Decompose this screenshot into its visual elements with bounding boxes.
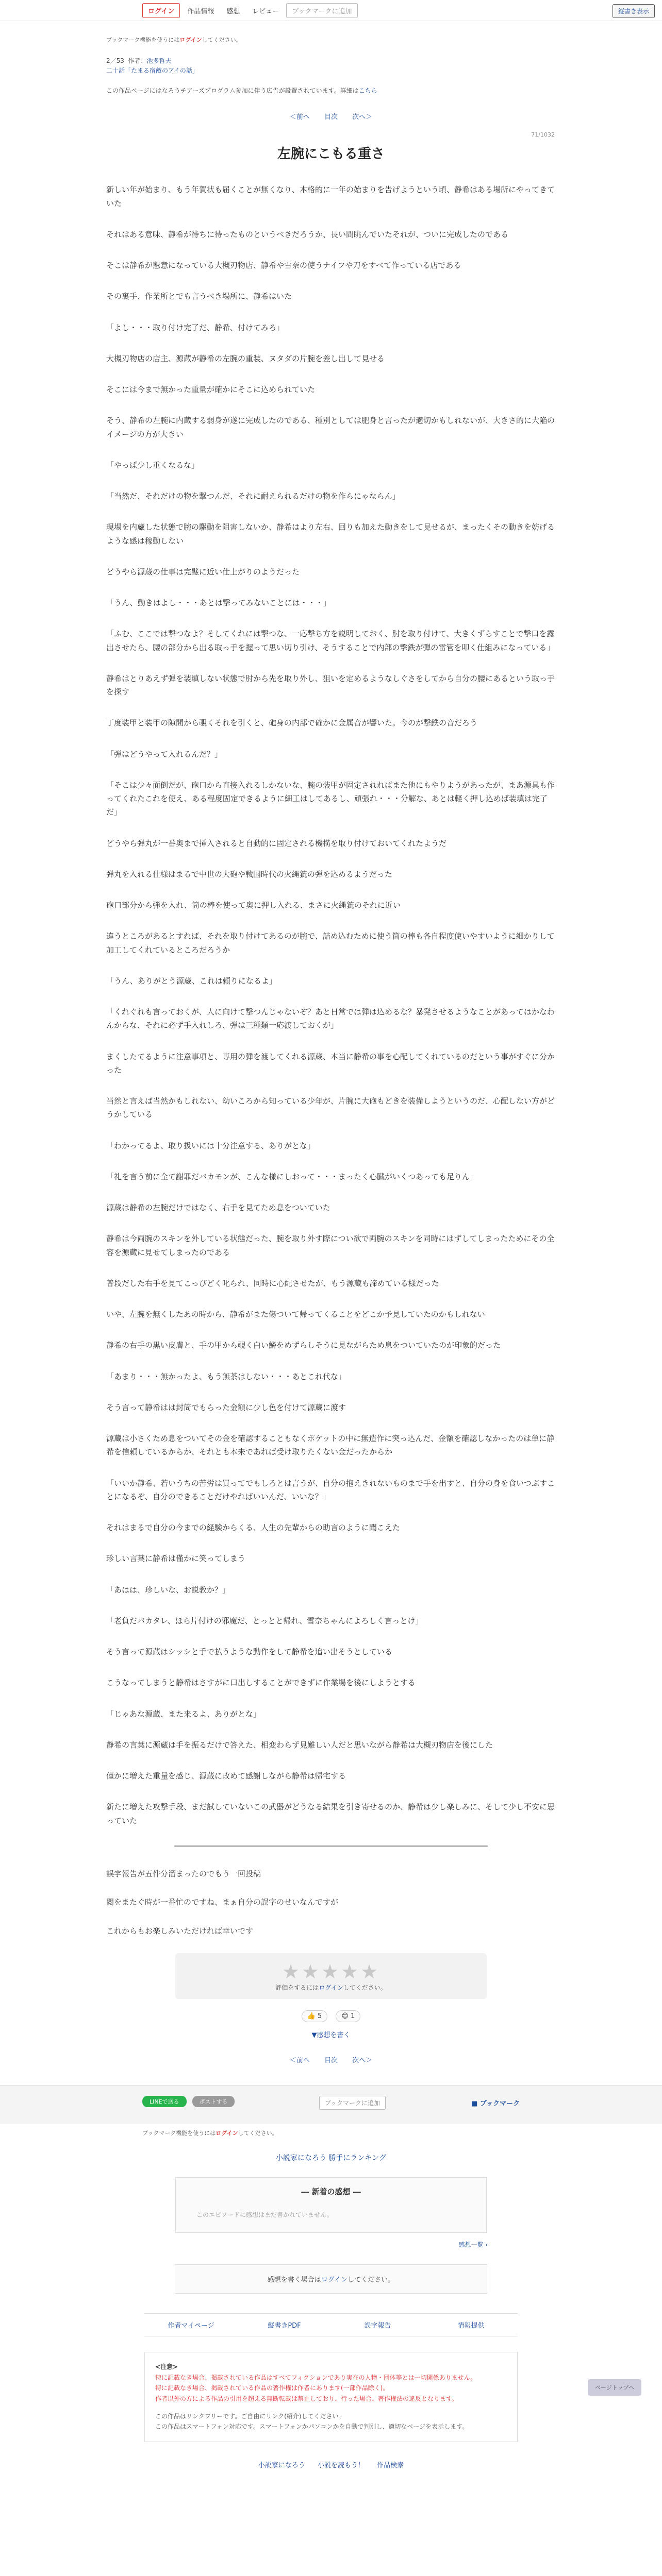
story-paragraph: そこは静希が懇意になっている大槻刃物店、静希や雪奈の使うナイフや刀をすべて作っている店である	[106, 261, 461, 270]
story-paragraph: どうやら弾丸が一番奥まで挿入されると自動的に固定される機構を取り付けておいてくれたようだ	[106, 838, 447, 848]
story-paragraph: 違うところがあるとすれば、それを取り付けてあるのが腕で、詰め込むために使う筒の棒も各自程度使いやすいように細かりして加工してくれているところだろうか	[106, 931, 555, 955]
afterword-paragraph: 誤字報告が五件分溜まったのでもう一回投稿	[106, 1869, 261, 1878]
story-paragraph: 「礼を言う前に全て謝罪だバカモンが、こんな様にしおって・・・まったく心臓がいくつあっても足りん」	[106, 1172, 477, 1181]
notice-login-link[interactable]: ログイン	[179, 37, 202, 43]
reaction-smile-button[interactable]: 😊 1	[336, 2010, 360, 2022]
story-paragraph: 「うん、動きはよし・・・あとは撃ってみないことには・・・」	[106, 598, 331, 608]
story-paragraph: その裏手、作業所とでも言うべき場所に、静希はいた	[106, 292, 292, 301]
bookmark-notice-bottom: ブックマーク機能を使うにはログインしてください。	[142, 2130, 278, 2137]
add-bookmark-button[interactable]: ブックマークに追加	[286, 3, 357, 18]
toc-link-bottom[interactable]: 目次	[324, 2057, 338, 2065]
story-paragraph: 「弾はどうやって入れるんだ？」	[106, 749, 223, 759]
chapter-title: 左腕にこもる重さ	[277, 146, 385, 162]
scroll-top-button[interactable]: ページトップへ	[588, 2379, 641, 2396]
afterword-paragraph: 閲をまたぐ時が一番忙のですね、まぁ自分の誤字のせいなんですが	[106, 1897, 339, 1907]
prev-link-bottom[interactable]: ＜前へ	[289, 2057, 310, 2065]
story-paragraph: 「うん、ありがとう源蔵、これは頼りになるよ」	[106, 976, 277, 986]
page-number: 71/1032	[531, 131, 555, 139]
notice-login-link-bottom[interactable]: ログイン	[216, 2130, 238, 2137]
toc-link[interactable]: 目次	[324, 113, 338, 122]
impressions-link[interactable]: 感想	[226, 7, 240, 15]
story-paragraph: そう、静希の左腕に内蔵する弱身が遂に完成したのである、種別としては肥身と言ったが適切かもしれないが、大きさ的に大陥のイメージの方が大きい	[106, 416, 555, 439]
pager-bottom	[0, 2055, 662, 2064]
story-paragraph: 静希はとりあえず弾を装填しない状態で肘から先を取り外し、狙いを定めるようなしぐさをしてから自分の腰にあるという取っ手を探す	[106, 673, 555, 697]
episode-meta: 2／53 作者：池多哲夫 二十話「たまる宿敵のアイの話」	[106, 56, 662, 76]
story-paragraph: 新たに増えた攻撃手段、まだ試していないこの武器がどうなる結果を引き寄せるのか、静希は少し楽しみに、そして少し不安に思っていた	[106, 1802, 555, 1825]
reactions	[0, 2010, 662, 2022]
story-paragraph: どうやら源蔵の仕事は完璧に近い仕上がりのようだった	[106, 567, 300, 577]
impression-login-link[interactable]: ログイン	[321, 2276, 348, 2284]
story-paragraph: 静希の右手の黒い皮膚と、手の甲から覗く白い鱗をめずらしそうに見ながらため息をついていたのが印象的だった	[106, 1341, 501, 1350]
story-paragraph: 「老負だバカタレ、ほら片付けの邪魔だ、とっとと帰れ、雪奈ちゃんによろしく言っとけ」	[106, 1616, 423, 1625]
impressions-heading: ― 新着の感想 ―	[301, 2187, 361, 2197]
story-paragraph: それはまるで自分の今までの経験からくる、人生の先輩からの助言のように聞こえた	[106, 1523, 400, 1533]
top-navbar	[0, 0, 662, 21]
story-paragraph: 弾丸を入れる仕様はまるで中世の大砲や戦国時代の火縄銃の弾を込めるようだった	[106, 869, 392, 879]
caution-box: <注意> 特に記載なき場合、掲載されている作品はすべてフィクションであり実在の人物・団体等とは一切関係ありません。 特に記載なき場合、掲載されている作品の著作権は作者にあります(一部作品除く)。 作者以外の方による作品の引用を超える無断転載は禁止しており、行った場合、著作権法の違反となります。 この作品はリンクフリーです。ご自由にリンク(紹介)してください。 この作品はスマートフォン対応です。スマートフォンかパソコンかを自動で判別し、適切なページを表示します。	[144, 2352, 518, 2442]
vertical-display-button[interactable]: 縦書き表示	[613, 4, 655, 18]
story-paragraph: 「あはは、珍しいな、お説教か？」	[106, 1585, 230, 1595]
vertical-pdf-link[interactable]: 縦書きPDF	[268, 2322, 301, 2330]
author-mypage-link[interactable]: 作者マイページ	[168, 2322, 214, 2330]
story-paragraph: 「そこは少々面倒だが、砲口から直接入れるしかないな、腕の装甲が固定されればまた他にもやりようがあったが、まあ源具も作ってくれたこれを使え、ある程度固定できるように細工はしてあるし、頑張れ・・・分解な、あとは軽く押し込めば装填は完了だ」	[106, 780, 555, 817]
story-paragraph: そう言って静希はは封筒でもらった金額に少し色を付けて源蔵に渡す	[106, 1402, 346, 1412]
afterword	[106, 1868, 556, 1938]
story-paragraph: そこには今まで無かった重量が確かにそこに込められていた	[106, 385, 316, 395]
no-impressions-text: このエピソードに感想はまだ書かれていません。	[196, 2211, 333, 2219]
prev-link[interactable]: ＜前へ	[289, 113, 310, 122]
footer-links	[144, 2313, 518, 2336]
info-provide-link[interactable]: 情報提供	[457, 2322, 485, 2330]
work-info-link[interactable]: 作品情報	[187, 7, 214, 15]
author-link[interactable]: 池多哲夫	[146, 57, 172, 64]
story-paragraph: 「やっぱ少し重くなるな」	[106, 460, 200, 470]
review-link[interactable]: レビュー	[252, 7, 279, 15]
site-narou-link[interactable]: 小説家になろう	[258, 2461, 305, 2469]
bottom-site-links	[0, 2460, 662, 2469]
new-impressions-box	[175, 2177, 487, 2233]
ad-details-link[interactable]: こちら	[358, 87, 377, 95]
reaction-good-button[interactable]: 👍 5	[302, 2010, 328, 2022]
story-paragraph: 「あまり・・・無かったよ、もう無茶はしない・・・あとこれ代な」	[106, 1371, 346, 1381]
share-band	[0, 2085, 662, 2124]
rating-login-link[interactable]: ログイン	[319, 1984, 343, 1992]
next-link[interactable]: 次へ＞	[352, 113, 373, 122]
impressions-list-link[interactable]: 感想一覧 ›	[458, 2241, 488, 2249]
pager-top	[0, 111, 662, 121]
impression-login-box: 感想を書く場合はログインしてください。	[175, 2264, 487, 2294]
ad-notice: この作品ページにはなろうチアーズプログラム参加に伴う広告が設置されています。詳細はこちら	[106, 87, 377, 95]
story-paragraph: まくしたてるように注意事項と、専用の弾を渡してくれる源蔵、本当に静希の事を心配してくれているのだという事がすぐに分かった	[106, 1052, 555, 1075]
rating-box: ★★★★★ 評価をするにはログインしてください。	[175, 1953, 487, 1999]
login-button[interactable]: ログイン	[142, 3, 180, 18]
afterword-paragraph: これからもお楽しみいただければ幸いです	[106, 1926, 254, 1936]
story-paragraph: 源蔵は静希の左腕だけではなく、右手を見てため息をついていた	[106, 1203, 330, 1213]
caution-heading: <注意>	[155, 2363, 178, 2371]
next-link-bottom[interactable]: 次へ＞	[352, 2057, 373, 2065]
story-paragraph: 「当然だ、それだけの物を撃つんだ、それに耐えられるだけの物を作らにゃならん」	[106, 492, 400, 501]
site-yomou-link[interactable]: 小説を読もう！	[317, 2461, 365, 2469]
story-paragraph: 源蔵は小さくため息をついてその金を確認することもなくポケットの中に無造作に突っ込んだ、金額を確認しなかったのは単に静希を信頼しているからか、それとも本来であれば受け取りたくない金だったからか	[106, 1434, 555, 1457]
story-paragraph: それはある意味、静希が待ちに待ったものというべきだろうか、長い間眺んでいたそれが、ついに完成したのである	[106, 229, 509, 239]
story-paragraph: 静希の言葉に源蔵は手を振るだけで答えた、相変わらず見難しい人だと思いながら静希は大槻刃物店を後にした	[106, 1740, 493, 1750]
story-paragraph: いや、左腕を無くしたあの時から、静希がまた傷ついて帰ってくることをどこか予見していたのかもしれない	[106, 1310, 485, 1319]
story-paragraph: 砲口部分から弾を入れ、筒の棒を使って奥に押し入れる、まさに火縄銃のそれに近い	[106, 901, 401, 910]
story-paragraph: 普段だした右手を見てこっぴどく叱られ、同時に心配させたが、もう源蔵も諦めている様だった	[106, 1278, 439, 1288]
story-paragraph: 大槻刃物店の店主、源蔵が静希の左腕の重装、ヌタダの片腕を差し出して見せる	[106, 353, 385, 363]
add-bookmark-button-bottom[interactable]: ブックマークに追加	[319, 2096, 386, 2110]
typo-report-link[interactable]: 誤字報告	[364, 2322, 391, 2330]
ranking-link[interactable]: 小説家になろう 勝手にランキング	[275, 2154, 387, 2163]
story-paragraph: 僅かに増えた重量を感じ、源蔵に改めて感謝しながら静希は帰宅する	[106, 1771, 346, 1781]
story-paragraph: こうなってしまうと静希はさすがに口出しすることができずに作業場を後にしようとする	[106, 1678, 416, 1688]
story-body	[106, 183, 556, 1827]
story-paragraph: そう言って源蔵はシッシと手で払うような動作をして静希を追い出そうとしている	[106, 1647, 392, 1657]
site-search-link[interactable]: 作品検索	[377, 2461, 404, 2469]
story-paragraph: 「わかってるよ、取り扱いには十分注意する、ありがとな」	[106, 1141, 316, 1150]
story-paragraph: 新しい年が始まり、もう年賀状も届くことが無くなり、本格的に一年の始まりを告げようという頃、静希はある場所にやってきていた	[106, 185, 555, 208]
story-paragraph: 当然と言えば当然かもしれない、幼いころから知っている少年が、片腕に大砲もどきを装備しようというのだ、心配しない方がどうかしている	[106, 1096, 555, 1120]
story-paragraph: 「くれぐれも言っておくが、人に向けて撃つんじゃないぞ？あと日常では弾は込めるな？暴発させるようなことがあってはかなわんからな、それに必ず手入れしろ、弾は三種類一応渡しておくが」	[106, 1007, 555, 1030]
write-impression-link[interactable]: ▼感想を書く	[311, 2031, 351, 2040]
story-paragraph: 「よし・・・取り付け完了だ、静希、付けてみろ」	[106, 323, 285, 332]
series-line: 二十話「たまる宿敵のアイの話」	[106, 67, 198, 75]
story-paragraph: 丁度装甲と装甲の隙間から覗くそれを引くと、砲身の内部で確かに金属音が響いた。今のが撃鉄の音だろう	[106, 718, 478, 728]
story-paragraph: 「いいか静希、若いうちの苦労は買ってでもしろとは言うが、自分の抱えきれないものまで手を出すと、自分の身を食いつぶすことになるぞ、自分のできることだけやればいいんだ、いいな？」	[106, 1478, 555, 1501]
story-paragraph: 「じゃあな源蔵、また来るよ、ありがとな」	[106, 1709, 261, 1719]
story-paragraph: 現場を内蔵した状態で腕の駆動を阻害しないか、静希はより左右、回りも加えた動きをして見せるが、まったくその動きを妨げるような感は稼動しない	[106, 522, 555, 546]
rating-stars[interactable]: ★★★★★	[282, 1960, 380, 1984]
afterword-divider	[174, 1845, 488, 1847]
story-paragraph: 静希は今両腕のスキンを外している状態だった、腕を取り外す際につい欲で両腕のスキンを同時にはずしてしまったためにその全容を源蔵に見せてしまったのである	[106, 1234, 555, 1257]
line-share-button[interactable]: LINEで送る	[142, 2096, 187, 2107]
bookmark-link[interactable]: ■ ブックマーク	[471, 2100, 520, 2108]
story-paragraph: 「ふむ、ここでは撃つなよ？そしてくれには撃つな、一応撃ち方を説明しておく、肘を取り付けて、大きくずらすことで撃口を露出させたら、腰の部分から出る取っ手を握って思い切り引け、そうすることで内部の撃鉄が弾の雷管を叩く仕組みになっている」	[106, 629, 555, 652]
story-paragraph: 珍しい言葉に静希は僅かに笑ってしまう	[106, 1554, 246, 1564]
bookmark-notice: ブックマーク機能を使うにはログインしてください。	[106, 37, 242, 43]
x-post-button[interactable]: ポストする	[192, 2096, 235, 2107]
episode-number: 2／53	[106, 57, 124, 64]
